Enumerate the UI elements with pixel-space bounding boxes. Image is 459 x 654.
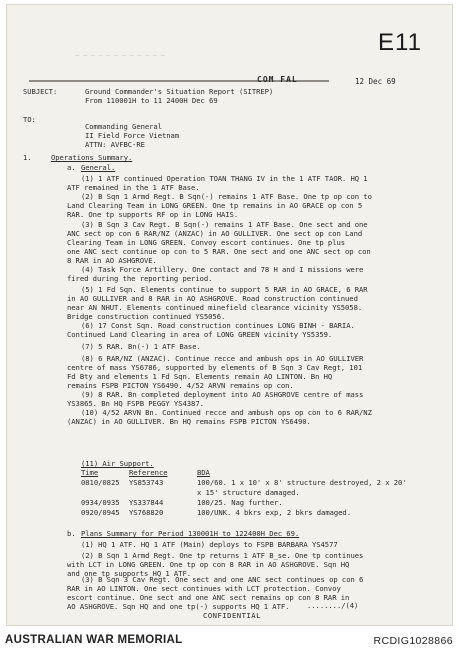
subject-line: From 110001H to 11 2400H Dec 69 <box>85 96 218 105</box>
to-label: TO: <box>23 115 36 124</box>
paragraph-line: (8) 6 RAR/NZ (ANZAC). Continue recce and ambush ops in AO GULLIVER <box>81 354 364 363</box>
subject-label: SUBJECT: <box>23 87 58 96</box>
plan-line: with LCT in LONG GREEN. One tp op con 8 RAR in AO ASHGROVE. Sqn HQ <box>67 560 350 569</box>
classification-marking: COM FAL <box>257 75 298 84</box>
air-support-cell: YS768820 <box>129 508 164 517</box>
paragraph-line: Bridge construction continued YS5056. <box>67 312 226 321</box>
subsection-label: a. <box>67 163 76 172</box>
document-page <box>6 4 453 626</box>
plans-summary-title: Plans Summary for Period 130001H to 122400H Dec 69. <box>81 529 300 538</box>
paragraph-line: (7) 5 RAR. Bn(-) 1 ATF Base. <box>81 342 201 351</box>
paragraph-line: one ANC sect continue op con to 5 RAR. One sect and one ANC sect op con <box>67 247 371 256</box>
air-support-cell: x 15' structure damaged. <box>197 488 300 497</box>
plan-line: (2) B Sqn 1 Armd Regt. One tp returns 1 ATF B_se. One tp continues <box>81 551 364 560</box>
to-line: II Field Force Vietnam <box>85 131 180 140</box>
paragraph-line: near AN NHUT. Elements continued minefield clearance vicinity YS5058. <box>67 303 363 312</box>
paragraph-line: Fd Bty and elements 1 Fd Sqn. Elements remain AO LINTON. Bn HQ <box>67 372 333 381</box>
paragraph-line: RAR. One tp supports RF op in LONG HAIS. <box>67 210 239 219</box>
paragraph-line: (ANZAC) in AO GULLIVER. Bn HQ remains FSPB PICTON YS6490. <box>67 417 311 426</box>
plan-line: RAR in AO LINTON. One sect continues with LCT protection. Convoy <box>67 584 341 593</box>
paragraph-line: YS3865. Bn HQ FSPB PEGGY YS4387. <box>67 399 204 408</box>
continuation-mark: ......../(4) <box>307 601 359 610</box>
footer-record-id: RCDIG1028866 <box>373 635 453 647</box>
paragraph-line: Continued Land Clearing in area of LONG GREEN vicinity YS5359. <box>67 330 333 339</box>
section-title: Operations Summary. <box>51 153 133 162</box>
paragraph-line: 8 RAR in AO ASHGROVE. <box>67 256 157 265</box>
paragraph-line: (2) B Sqn 1 Armd Regt. B Sqn(-) remains 1 ATF Base. One tp op con to <box>81 192 372 201</box>
paragraph-line: Clearing Team in LONG GREEN. Convoy escort continues. One tp plus <box>67 238 346 247</box>
paragraph-line: (5) 1 Fd Sqn. Elements continue to support 5 RAR in AO GRACE, 6 RAR <box>81 285 368 294</box>
paragraph-line: ATF remained in the 1 ATF Base. <box>67 183 200 192</box>
paragraph-line: (6) 17 Const Sqn. Road construction continues LONG BINH - BARIA. <box>81 321 355 330</box>
paragraph-line: in AO GULLIVER and 8 RAR in AO ASHGROVE. Road construction continued <box>67 294 358 303</box>
paragraph-line: (3) B Sqn 3 Cav Regt. B Sqn(-) remains 1 ATF Base. One sect and one <box>81 220 368 229</box>
plan-line: escort continue. One sect and one ANC sect remains op con 8 RAR in <box>67 593 350 602</box>
air-support-cell: 0934/0935 <box>81 498 120 507</box>
paragraph-line: fired during the reporting period. <box>67 274 213 283</box>
air-col-time: Time <box>81 468 99 477</box>
air-support-cell: 0920/0945 <box>81 508 120 517</box>
paragraph-line: Land Clearing Team in LONG GREEN. One tp remains in AO GRACE op con 5 <box>67 201 363 210</box>
paragraph-line: (9) 8 RAR. Bn completed deployment into AO ASHGROVE centre of mass <box>81 390 364 399</box>
to-line: Commanding General <box>85 122 162 131</box>
paragraph-line: (1) 1 ATF continued Operation TOAN THANG IV in the 1 ATF TAOR. HQ 1 <box>81 174 368 183</box>
plan-line: AO ASHGROVE. Sqn HQ and one tp(-) supports HQ 1 ATF. <box>67 602 290 611</box>
paragraph-line: (10) 4/52 ARVN Bn. Continued recce and ambush ops op con to 6 RAR/NZ <box>81 408 372 417</box>
air-col-bda: BDA <box>197 468 210 477</box>
report-date: 12 Dec 69 <box>355 77 396 86</box>
plan-line: (1) HQ 1 ATF. HQ 1 ATF (Main) deploys to FSPB BARBARA YS4577 <box>81 540 338 549</box>
section-number: 1. <box>23 153 32 162</box>
subject-line: Ground Commander's Situation Report (SITREP) <box>85 87 274 96</box>
paragraph-line: (4) Task Force Artillery. One contact and 78 H and I missions were <box>81 265 364 274</box>
paragraph-line: ANC sect op con 6 RAR/NZ (ANZAC) in AO GULLIVER. One sect op con Land <box>67 229 363 238</box>
air-support-cell: 100/UNK. 4 bkrs exp, 2 bkrs damaged. <box>197 508 351 517</box>
paragraph-line: centre of mass YS6786, supported by elements of B Sqn 3 Cav Regt, 101 <box>67 363 363 372</box>
air-support-cell: 0810/0825 <box>81 478 120 487</box>
subsection-title: General. <box>81 163 116 172</box>
air-col-reference: Reference <box>129 468 168 477</box>
archive-tag: E11 <box>378 29 422 56</box>
air-support-cell: YS337844 <box>129 498 164 507</box>
plan-line: and one tp supports HQ 1 ATF. <box>67 569 192 578</box>
to-line: ATTN: AVFBC-RE <box>85 140 145 149</box>
archive-footer <box>0 628 459 654</box>
air-support-cell: 100/60. 1 x 10' x 8' structure destroyed, 2 x 20' <box>197 478 407 487</box>
air-support-heading: (11) Air Support. <box>81 459 154 468</box>
plan-line: (3) B Sqn 3 Cav Regt. One sect and one ANC sect continues op con 6 <box>81 575 364 584</box>
paragraph-line: remains FSPB PICTON YS6490. 4/52 ARVN remains op con. <box>67 381 294 390</box>
footer-institution: AUSTRALIAN WAR MEMORIAL <box>5 634 183 646</box>
air-support-cell: 100/25. Nag further. <box>197 498 283 507</box>
faded-header-text: — — — — — — — — — — — — <box>75 51 166 59</box>
air-support-cell: YS853743 <box>129 478 164 487</box>
bottom-classification: CONFIDENTIAL <box>203 611 261 620</box>
subsection-label: b. <box>67 529 76 538</box>
